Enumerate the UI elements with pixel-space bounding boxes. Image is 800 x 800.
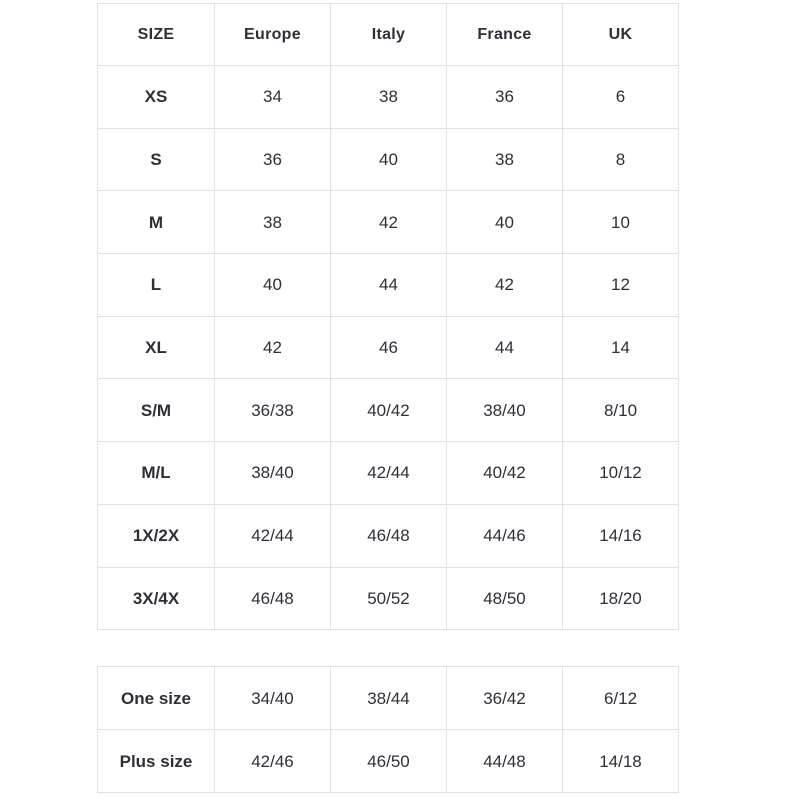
cell-france: 36	[447, 66, 563, 129]
table-row	[98, 504, 679, 567]
table-row	[98, 667, 679, 730]
cell-italy: 46	[331, 316, 447, 379]
cell-europe: 38/40	[215, 442, 331, 505]
table-header-row	[98, 4, 679, 66]
cell-europe: 42/46	[215, 730, 331, 793]
cell-uk: 6	[563, 66, 679, 129]
column-header-italy: Italy	[331, 4, 447, 66]
one-size-plus-size-table-container	[97, 666, 678, 793]
cell-italy: 46/48	[331, 504, 447, 567]
table-row	[98, 191, 679, 254]
row-label: M/L	[98, 442, 215, 505]
table-row	[98, 567, 679, 630]
row-label: Plus size	[98, 730, 215, 793]
cell-uk: 6/12	[563, 667, 679, 730]
table-row	[98, 66, 679, 129]
row-label: M	[98, 191, 215, 254]
cell-france: 44/46	[447, 504, 563, 567]
row-label: L	[98, 254, 215, 317]
row-label: XS	[98, 66, 215, 129]
cell-france: 38/40	[447, 379, 563, 442]
cell-europe: 34	[215, 66, 331, 129]
size-conversion-table-container	[97, 3, 678, 630]
row-label: 3X/4X	[98, 567, 215, 630]
cell-europe: 46/48	[215, 567, 331, 630]
table-row	[98, 254, 679, 317]
cell-france: 44/48	[447, 730, 563, 793]
cell-france: 48/50	[447, 567, 563, 630]
cell-italy: 50/52	[331, 567, 447, 630]
table-row	[98, 128, 679, 191]
cell-uk: 18/20	[563, 567, 679, 630]
table-row	[98, 316, 679, 379]
cell-europe: 42	[215, 316, 331, 379]
cell-france: 38	[447, 128, 563, 191]
cell-italy: 40	[331, 128, 447, 191]
cell-europe: 36/38	[215, 379, 331, 442]
column-header-size: SIZE	[98, 4, 215, 66]
cell-france: 36/42	[447, 667, 563, 730]
cell-italy: 42	[331, 191, 447, 254]
cell-france: 40/42	[447, 442, 563, 505]
cell-italy: 38/44	[331, 667, 447, 730]
cell-uk: 12	[563, 254, 679, 317]
row-label: One size	[98, 667, 215, 730]
cell-italy: 44	[331, 254, 447, 317]
table-row	[98, 379, 679, 442]
cell-france: 40	[447, 191, 563, 254]
cell-europe: 42/44	[215, 504, 331, 567]
cell-france: 42	[447, 254, 563, 317]
column-header-france: France	[447, 4, 563, 66]
row-label: S	[98, 128, 215, 191]
column-header-europe: Europe	[215, 4, 331, 66]
cell-europe: 34/40	[215, 667, 331, 730]
row-label: 1X/2X	[98, 504, 215, 567]
size-conversion-table	[97, 3, 679, 630]
cell-italy: 38	[331, 66, 447, 129]
cell-europe: 36	[215, 128, 331, 191]
cell-italy: 46/50	[331, 730, 447, 793]
cell-uk: 14	[563, 316, 679, 379]
cell-europe: 38	[215, 191, 331, 254]
column-header-uk: UK	[563, 4, 679, 66]
table-row	[98, 442, 679, 505]
cell-uk: 8/10	[563, 379, 679, 442]
cell-italy: 40/42	[331, 379, 447, 442]
row-label: S/M	[98, 379, 215, 442]
cell-uk: 10	[563, 191, 679, 254]
cell-europe: 40	[215, 254, 331, 317]
cell-uk: 14/18	[563, 730, 679, 793]
cell-france: 44	[447, 316, 563, 379]
table-row	[98, 730, 679, 793]
cell-uk: 10/12	[563, 442, 679, 505]
one-size-plus-size-table	[97, 666, 679, 793]
cell-uk: 14/16	[563, 504, 679, 567]
cell-uk: 8	[563, 128, 679, 191]
cell-italy: 42/44	[331, 442, 447, 505]
row-label: XL	[98, 316, 215, 379]
